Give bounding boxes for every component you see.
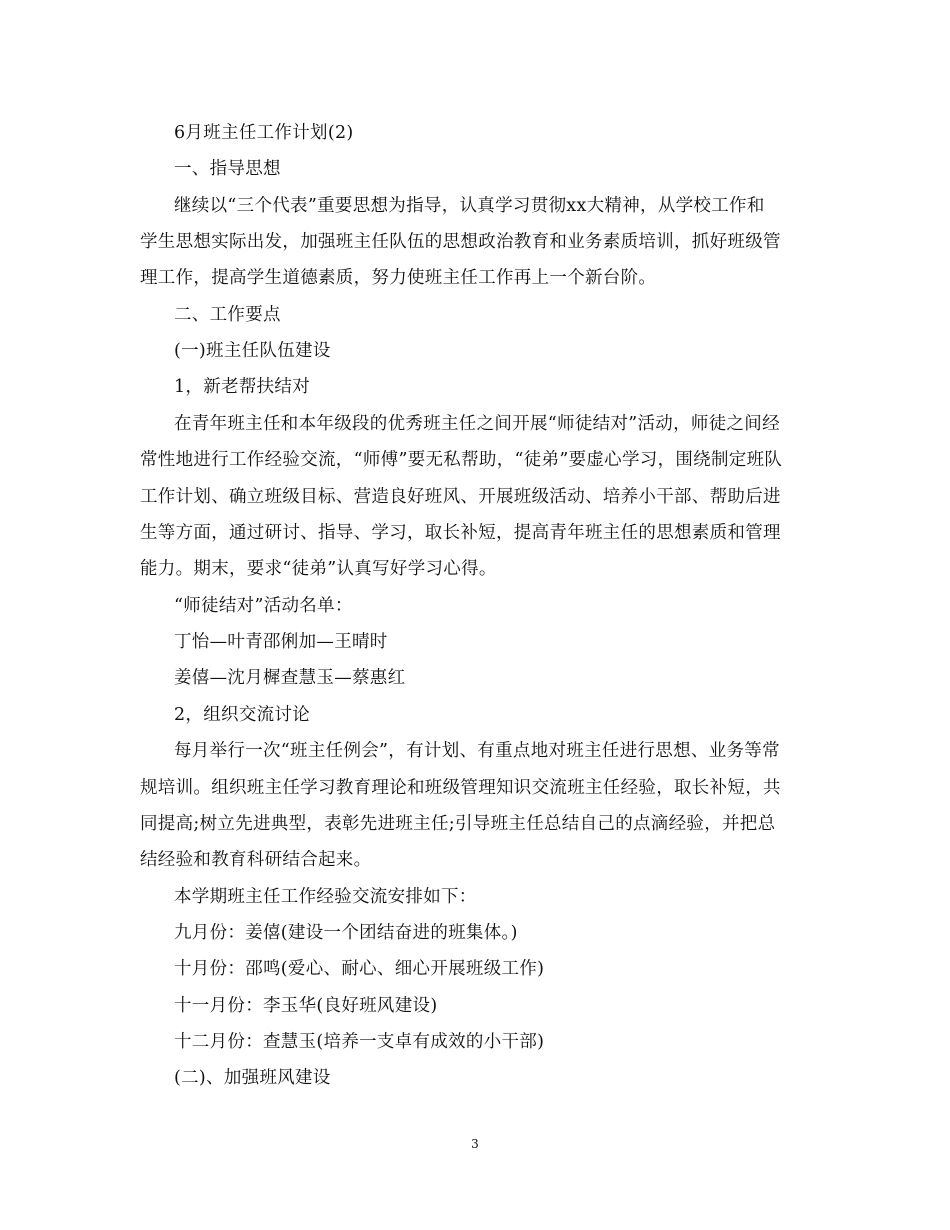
list-item: 十二月份：查慧玉(培养一支卓有成效的小干部)	[174, 1032, 545, 1052]
list-item: 九月份：姜僖(建设一个团结奋进的班集体。)	[174, 923, 518, 943]
subsection-heading: (二)、加强班风建设	[174, 1068, 331, 1088]
section-heading: 二、工作要点	[174, 305, 281, 325]
paragraph-line: 规培训。组织班主任学习教育理论和班级管理知识交流班主任经验，取长补短，共	[140, 778, 781, 798]
list-item: 姜僖—沈月樨查慧玉—蔡惠红	[174, 668, 406, 688]
paragraph-line: 同提高;树立先进典型，表彰先进班主任;引导班主任总结自己的点滴经验，并把总	[140, 814, 776, 834]
paragraph-line: 结经验和教育科研结合起来。	[140, 850, 372, 870]
item-heading: 2，组织交流讨论	[174, 705, 311, 725]
paragraph-line: 常性地进行工作经验交流，“师傅”要无私帮助，“徒弟”要虚心学习，围绕制定班队	[140, 450, 783, 470]
subsection-heading: (一)班主任队伍建设	[174, 341, 331, 361]
paragraph-line: 继续以“三个代表”重要思想为指导，认真学习贯彻xx大精神，从学校工作和	[174, 196, 765, 216]
paragraph-line: 生等方面，通过研讨、指导、学习，取长补短，提高青年班主任的思想素质和管理	[140, 523, 781, 543]
section-heading: 一、指导思想	[174, 159, 281, 179]
item-heading: 1，新老帮扶结对	[174, 377, 311, 397]
paragraph-line: 每月举行一次“班主任例会”，有计划、有重点地对班主任进行思想、业务等常	[174, 741, 780, 761]
page-number: 3	[471, 1137, 479, 1151]
list-item: 丁怡—叶青邵俐加—王晴时	[174, 632, 388, 652]
list-heading: 本学期班主任工作经验交流安排如下：	[174, 887, 477, 907]
document-title: 6月班主任工作计划(2)	[174, 123, 354, 143]
paragraph-line: 能力。期末，要求“徒弟”认真写好学习心得。	[140, 559, 497, 579]
paragraph-line: 理工作，提高学生道德素质，努力使班主任工作再上一个新台阶。	[140, 268, 657, 288]
paragraph-line: 工作计划、确立班级目标、营造良好班风、开展班级活动、培养小干部、帮助后进	[140, 487, 781, 507]
paragraph-line: 学生思想实际出发，加强班主任队伍的思想政治教育和业务素质培训，抓好班级管	[140, 232, 781, 252]
list-item: 十一月份：李玉华(良好班风建设)	[174, 996, 438, 1016]
paragraph-line: 在青年班主任和本年级段的优秀班主任之间开展“师徒结对”活动，师徒之间经	[174, 414, 780, 434]
list-item: 十月份：邵鸣(爱心、耐心、细心开展班级工作)	[174, 959, 545, 979]
list-heading: “师徒结对”活动名单：	[174, 596, 353, 616]
